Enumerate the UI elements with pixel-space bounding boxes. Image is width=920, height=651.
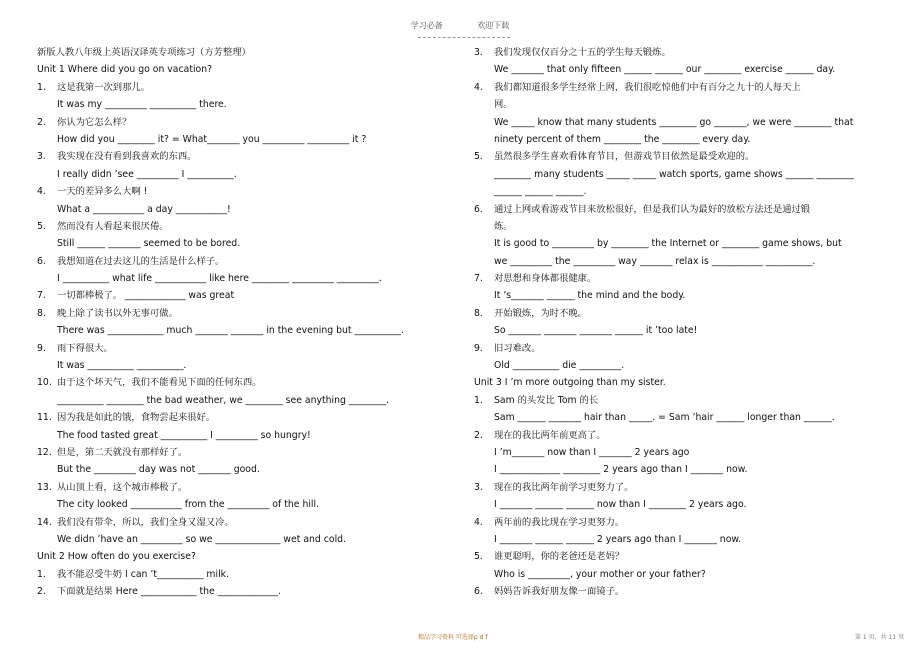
exercise-line [474,148,906,165]
footer-center: 精品学习资料 可选择p d f [418,634,488,641]
line-text: ninety percent of them ________ the ________ every day. [494,133,751,145]
exercise-line [37,496,469,513]
line-text: 妈妈告诉我好朋友像一面镜子。 [494,586,625,598]
exercise-line [474,566,906,583]
line-text: Who is _________, your mother or your father? [494,568,706,580]
item-number: 1. [474,394,483,406]
line-text: Old __________ die _________. [494,360,625,372]
exercise-line [474,322,906,339]
item-number: 5. [474,551,483,563]
item-number: 13. [37,481,52,493]
line-text: 晚上除了读书以外无事可做。 [57,307,178,319]
line-text: So _______ _______ _______ ______ it ’too late! [494,325,698,337]
exercise-line [37,96,469,113]
exercise-line [474,409,906,426]
exercise-line [37,79,469,96]
exercise-line [37,409,469,426]
exercise-line [37,61,469,78]
exercise-line [37,340,469,357]
line-text: 一天的差异多么大啊 ! [57,186,148,198]
exercise-line [474,392,906,409]
line-text: 现在的我比两年前更高了。 [494,429,606,441]
exercise-line [474,374,906,391]
line-text: 我们没有带伞，所以，我们全身又湿又冷。 [57,516,234,528]
item-number: 5. [474,151,483,163]
exercise-line [474,166,906,183]
line-text: 现在的我比两年前学习更努力了。 [494,481,634,493]
exercise-line [37,392,469,409]
item-number: 8. [37,307,46,319]
exercise-line [474,461,906,478]
exercise-line [37,583,469,600]
exercise-line [37,148,469,165]
exercise-line [37,531,469,548]
line-text: How did you ________ it? = What_______ you _________ _________ it ? [57,133,367,145]
header-left: 学习必备 [410,21,443,30]
line-text: It is good to _________ by ________ the Internet or ________ game shows, but [494,238,842,250]
line-text: 下面就是结果 Here ____________ the _____________. [57,586,282,598]
line-text: we _________ the _________ way _______ relax is ___________ __________. [494,255,816,267]
item-number: 9. [474,342,483,354]
exercise-line [474,131,906,148]
line-text: 对思想和身体都很健康。 [494,273,597,285]
line-text: I really didn ’see _________ I __________. [57,168,237,180]
line-text: 虽然很多学生喜欢看体育节目，但游戏节目依然是最受欢迎的。 [494,151,755,163]
exercise-line [474,253,906,270]
exercise-line [474,427,906,444]
exercise-line [474,479,906,496]
line-text: 由于这个坏天气，我们不能看见下面的任何东西。 [57,377,262,389]
exercise-line [474,444,906,461]
exercise-line [37,566,469,583]
line-text: ______ ______ ______. [494,186,587,198]
exercise-line [474,287,906,304]
item-number: 2. [474,429,483,441]
item-number: 3. [37,151,46,163]
exercise-line [474,44,906,61]
item-number: 6. [474,203,483,215]
footer-page-number: 第 1 页，共 11 页 [855,634,905,641]
exercise-line [37,287,469,304]
exercise-line [37,427,469,444]
line-text: ________ many students _____ _____ watch sports, game shows ______ ________ [494,168,854,180]
exercise-line [37,201,469,218]
line-text: It was my _________ __________ there. [57,99,227,111]
line-text: We _____ know that many students ________ go _______, we were ________ that [494,116,854,128]
exercise-line [37,44,469,61]
line-text: I _______ ______ ______ 2 years ago than I _______ now. [494,533,742,545]
exercise-line [474,96,906,113]
line-text: 从山顶上看，这个城市棒极了。 [57,481,188,493]
exercise-line [37,461,469,478]
exercise-line [474,496,906,513]
item-number: 14. [37,516,52,528]
line-text: 我实现在没有看到我喜欢的东西。 [57,151,197,163]
item-number: 4. [474,516,483,528]
line-text: 雨下得很大。 [57,342,113,354]
header-right: 欢迎下载 [477,21,510,30]
item-number: 3. [474,481,483,493]
line-text: 网。 [494,99,513,111]
item-number: 8. [474,307,483,319]
left-column [37,44,469,601]
exercise-line [474,548,906,565]
exercise-line [474,340,906,357]
page-header [0,20,920,31]
item-number: 2. [37,586,46,598]
item-number: 2. [37,116,46,128]
line-text: 新版人教八年级上英语汉译英专项练习（方芳整理） [37,47,251,58]
line-text: Unit 2 How often do you exercise? [37,551,196,563]
item-number: 4. [474,81,483,93]
line-text: 我不能忍受牛奶 I can ’t__________ milk. [57,568,229,580]
exercise-line [37,270,469,287]
exercise-line [474,357,906,374]
line-text: It ’s_______ ______ the mind and the body. [494,290,686,302]
item-number: 12. [37,446,52,458]
exercise-line [474,201,906,218]
exercise-line [37,548,469,565]
exercise-line [37,357,469,374]
exercise-line [474,514,906,531]
line-text: __________ ________ the bad weather, we ________ see anything ________. [57,394,390,406]
exercise-line [37,114,469,131]
item-number: 4. [37,186,46,198]
line-text: 旧习难改。 [494,342,541,354]
line-text: 你认为它怎么样？ [57,116,132,128]
line-text: 我们发现仅仅百分之十五的学生每天锻炼。 [494,47,671,58]
line-text: What a ___________ a day ___________! [57,203,231,215]
line-text: Unit 3 I ’m more outgoing than my sister. [474,377,666,389]
line-text: It was __________ __________. [57,360,187,372]
line-text: 一切都棒极了。 _____________ was great [57,290,235,302]
exercise-line [37,183,469,200]
exercise-line [474,61,906,78]
line-text: 两年前的我比现在学习更努力。 [494,516,625,528]
line-text: We didn ’have an _________ so we ______________ wet and cold. [57,533,347,545]
line-text: Sam ______ _______ hair than _____. = Sam ’hair ______ longer than ______. [494,412,835,424]
item-number: 7. [474,273,483,285]
line-text: The city looked ___________ from the _________ of the hill. [57,499,320,511]
exercise-line [474,305,906,322]
exercise-line [37,479,469,496]
line-text: I ’m_______ now than I _______ 2 years ago [494,446,690,458]
exercise-line [474,583,906,600]
item-number: 6. [474,586,483,598]
exercise-line [37,235,469,252]
exercise-line [474,79,906,96]
line-text: Still ______ _______ seemed to be bored. [57,238,241,250]
exercise-line [474,218,906,235]
exercise-line [37,218,469,235]
item-number: 1. [37,568,46,580]
line-text: 通过上网或看游戏节目来放松很好，但是我们认为最好的放松方法还是通过锻 [494,203,811,215]
line-text: I _______ ______ ______ now than I ________ 2 years ago. [494,499,747,511]
line-text: 炼。 [494,220,513,232]
exercise-line [37,374,469,391]
item-number: 11. [37,412,52,424]
line-text: We _______ that only fifteen ______ ______ our ________ exercise ______ day. [494,64,836,76]
item-number: 6. [37,255,46,267]
exercise-line [474,531,906,548]
line-text: 我们都知道很多学生经常上网，我们很吃惊他们中有百分之九十的人每天上 [494,81,801,93]
line-text: I _____________ ________ 2 years ago than I _______ now. [494,464,748,476]
line-text: But the _________ day was not _______ good. [57,464,260,476]
line-text: There was ____________ much _______ _______ in the evening but __________. [57,325,404,337]
item-number: 5. [37,220,46,232]
item-number: 1. [37,81,46,93]
item-number: 9. [37,342,46,354]
line-text: Unit 1 Where did you go on vacation? [37,64,213,76]
exercise-line [474,183,906,200]
exercise-line [37,322,469,339]
exercise-line [37,444,469,461]
exercise-line [474,270,906,287]
right-column [474,44,906,601]
line-text: 然而没有人看起来很厌倦。 [57,220,169,232]
line-text: 但是，第二天就没有那样好了。 [57,446,188,458]
exercise-line [37,305,469,322]
exercise-line [37,514,469,531]
exercise-line [37,253,469,270]
exercise-line [474,114,906,131]
line-text: The food tasted great __________ I _________ so hungry! [57,429,311,441]
exercise-line [37,166,469,183]
item-number: 10. [37,377,52,389]
line-text: 这是我第一次到那儿。 [57,81,150,93]
header-divider [418,37,510,38]
item-number: 7. [37,290,46,302]
line-text: 我想知道在过去这儿的生活是什么样子。 [57,255,225,267]
line-text: Sam 的头发比 Tom 的长 [494,394,599,406]
exercise-line [474,235,906,252]
line-text: 谁更聪明，你的老爸还是老妈？ [494,551,625,563]
line-text: 开始锻炼，为时不晚。 [494,307,587,319]
item-number: 3. [474,47,483,58]
line-text: 因为我是如此的饿，食物尝起来很好。 [57,412,216,424]
exercise-line [37,131,469,148]
line-text: I __________ what life ___________ like here ________ _________ _________. [57,273,382,285]
